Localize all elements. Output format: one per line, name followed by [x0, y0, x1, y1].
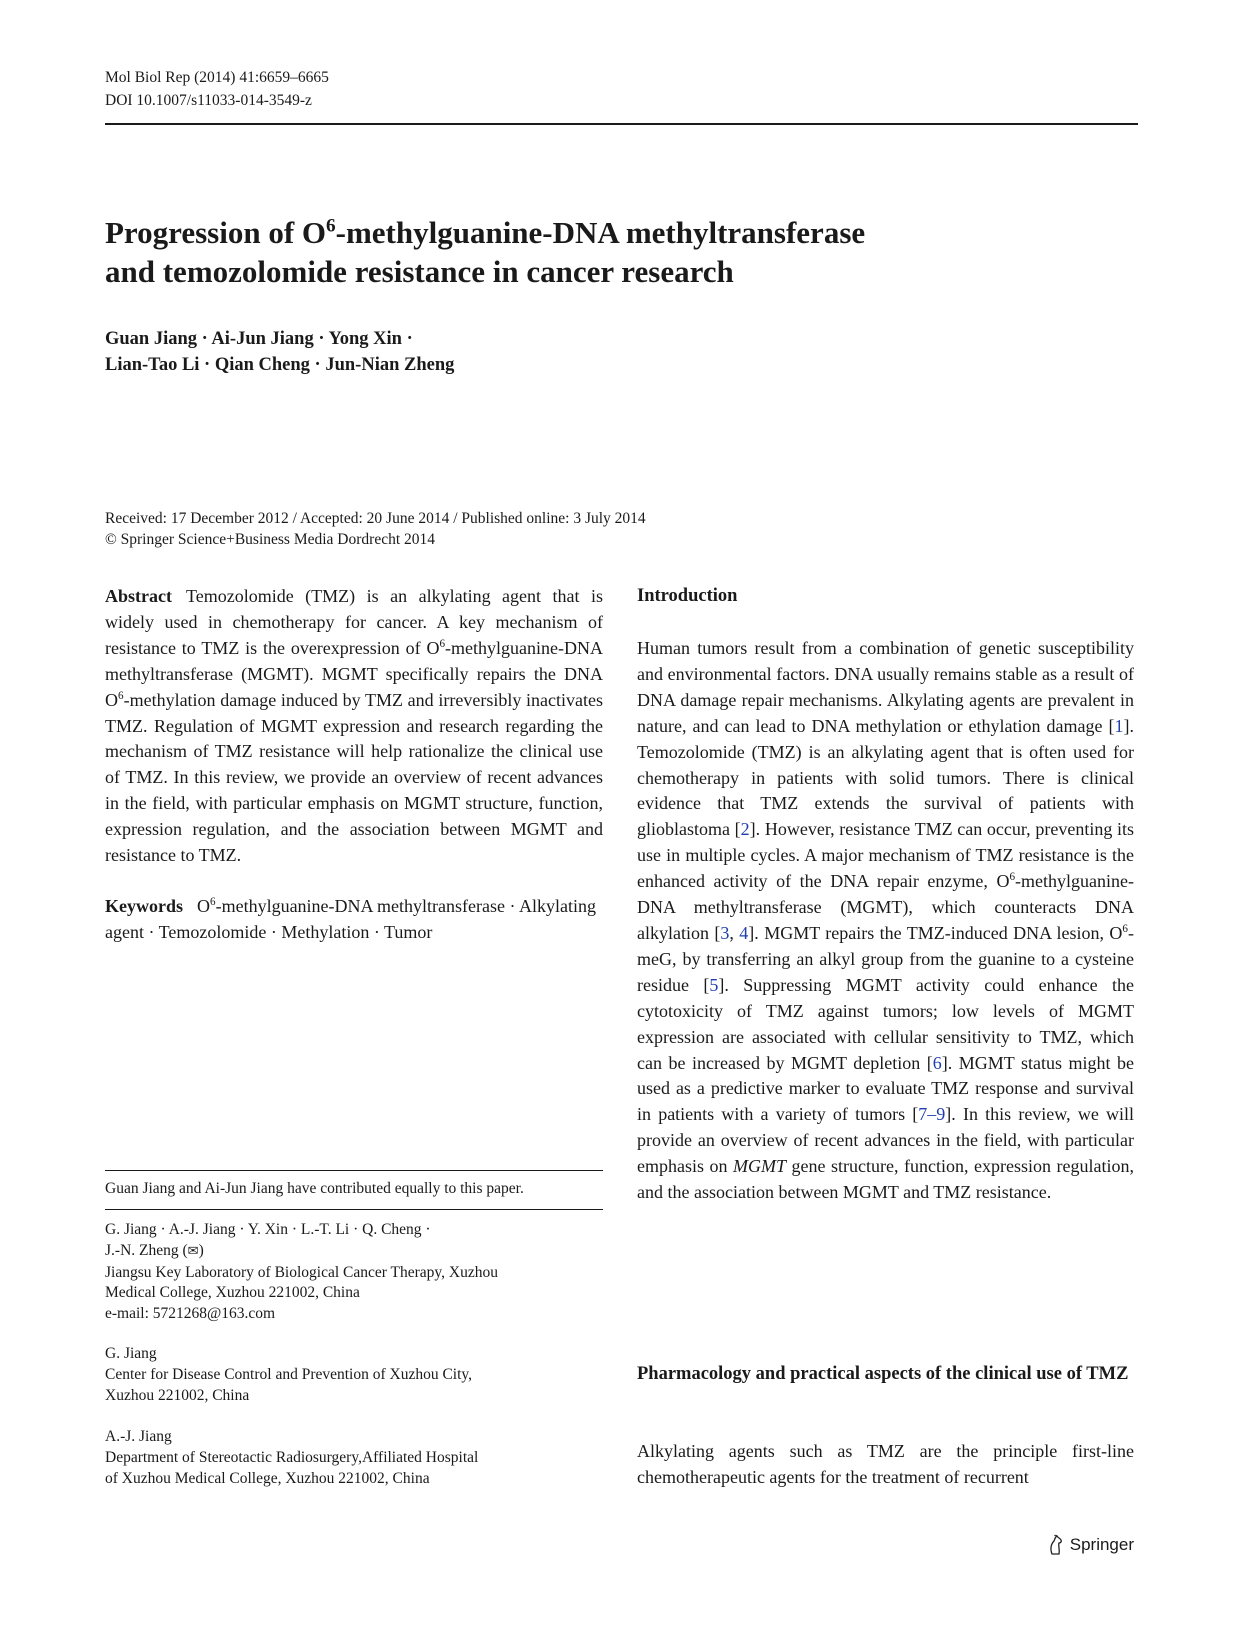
title-line-1: Progression of $O^6-methylguanine$-DNA methyltransferase [105, 215, 866, 250]
affiliation-2-institute-line-2: Xuzhou 221002, China [105, 1386, 250, 1404]
affiliation-block-2 [105, 1344, 603, 1406]
affiliation-3-institute-line-1: Department of Stereotactic Radiosurgery,Affiliated Hospital [105, 1448, 479, 1466]
pharmacology-heading: Pharmacology and practical aspects of the clinical use of TMZ [637, 1364, 1129, 1384]
author-list [105, 326, 454, 378]
footnote-rule [105, 1170, 603, 1171]
citation-link[interactable]: 1 [1114, 715, 1124, 736]
pharmacology-paragraph: Alkylating agents such as TMZ are the principle first-line chemotherapeutic agents for the treatment of recurrent [637, 1441, 1134, 1487]
dates-line: Received: 17 December 2012 / Accepted: 20 June 2014 / Published online: 3 July 2014 [105, 510, 646, 527]
affiliation-block-1 [105, 1220, 603, 1325]
affiliation-1-names: G. Jiang · A.-J. Jiang · Y. Xin · L.-T. Li · Q. Cheng · [105, 1221, 431, 1238]
publisher-name: Springer [1069, 1535, 1134, 1554]
citation-link[interactable]: 3 [720, 922, 730, 943]
affiliation-1-corresponding: J.-N. Zheng (✉) [105, 1241, 204, 1259]
introduction-paragraph: Human tumors result from a combination of genetic susceptibility and environmental factors. DNA usually remains stable as a result of DNA damage repair mechanisms. Alkylating agents are prevalent in nature, and can lead to DNA methylation or ethylation damage [1]. Temozolomide (TMZ) is an alkylating agent that is often used for chemotherapy in patients with solid tumors. There is clinical evidence that TMZ extends the survival of patients with glioblastoma [2]. However, resistance TMZ can occur, preventing its use in multiple cycles. A major mechanism of TMZ resistance is the enhanced activity of the DNA repair enzyme, $O^6-methylguanine$-DNA methyltransferase (MGMT), which counteracts DNA alkylation [3, 4]. MGMT repairs the TMZ-induced DNA lesion, $O^6$-meG, by transferring an alkyl group from the guanine to a cysteine residue [5]. Suppressing MGMT activity could enhance the cytotoxicity of TMZ against tumors; low levels of MGMT expression are associated with cellular sensitivity to TMZ, which can be increased by MGMT depletion [6]. MGMT status might be used as a predictive marker to evaluate TMZ response and survival in patients with a variety of tumors [7–9]. In this review, we will provide an overview of recent advances in the field, with particular emphasis on MGMT gene structure, function, expression regulation, and the association between MGMT and TMZ resistance. [637, 638, 1135, 1203]
keywords-label: Keywords [105, 895, 183, 916]
citation-link[interactable]: 7–9 [918, 1104, 946, 1125]
doi: DOI 10.1007/s11033-014-3549-z [105, 92, 312, 109]
corresponding-email: e-mail: 5721268@163.com [105, 1305, 276, 1323]
publisher-footer [1046, 1534, 1134, 1556]
equal-contribution-note: Guan Jiang and Ai-Jun Jiang have contributed equally to this paper. [105, 1180, 524, 1197]
affiliation-3-name: A.-J. Jiang [105, 1428, 172, 1445]
title-line-2: and temozolomide resistance in cancer research [105, 254, 734, 289]
copyright-line: © Springer Science+Business Media Dordrecht 2014 [105, 531, 436, 548]
pharmacology-body [637, 1439, 1134, 1491]
running-header [105, 66, 329, 112]
affiliation-2-name: G. Jiang [105, 1345, 157, 1362]
introduction-heading: Introduction [637, 586, 738, 606]
citation-link[interactable]: 2 [740, 819, 750, 840]
citation-link[interactable]: 5 [709, 974, 719, 995]
affiliation-block-3 [105, 1427, 603, 1489]
abstract: Abstract Temozolomide (TMZ) is an alkylating agent that is widely used in chemotherapy for cancer. A key mechanism of resistance to TMZ is the overexpression of $O^6-methylguanine$-DNA methyltransferase (MGMT). MGMT specifically repairs the DNA $O^6$-methylation damage induced by TMZ and irreversibly inactivates TMZ. Regulation of MGMT expression and research regarding the mechanism of TMZ resistance will help rationalize the clinical use of TMZ. In this review, we provide an overview of recent advances in the field, with particular emphasis on MGMT structure, function, expression regulation, and the association between MGMT and resistance to TMZ. [105, 586, 603, 866]
publication-dates [105, 508, 646, 550]
springer-horse-icon [1046, 1534, 1066, 1556]
affiliation-2-institute-line-1: Center for Disease Control and Prevention of Xuzhou City, [105, 1365, 473, 1383]
introduction-body [637, 636, 1134, 1206]
affiliation-1-institute-line-1: Jiangsu Key Laboratory of Biological Cancer Therapy, Xuzhou [105, 1263, 498, 1281]
keywords: Keywords $O^6-methylguanine$-DNA methyltransferase · Alkylating agent · Temozolomide · Methylation · Tumor [105, 895, 596, 942]
affiliation-3-institute-line-2: of Xuzhou Medical College, Xuzhou 221002, China [105, 1469, 430, 1487]
header-rule [105, 123, 1138, 125]
article-title [105, 213, 1005, 291]
left-column [105, 584, 603, 946]
journal-citation: Mol Biol Rep (2014) 41:6659–6665 [105, 69, 329, 86]
authors-line-1: Guan Jiang · Ai-Jun Jiang · Yong Xin · [105, 329, 413, 349]
abstract-label: Abstract [105, 586, 172, 606]
affiliation-rule [105, 1209, 603, 1210]
authors-line-2: Lian-Tao Li · Qian Cheng · Jun-Nian Zheng [105, 355, 455, 375]
envelope-icon: ✉ [187, 1243, 199, 1259]
citation-link[interactable]: 4 [739, 922, 749, 943]
affiliation-1-institute-line-2: Medical College, Xuzhou 221002, China [105, 1284, 360, 1302]
citation-link[interactable]: 6 [932, 1052, 942, 1073]
